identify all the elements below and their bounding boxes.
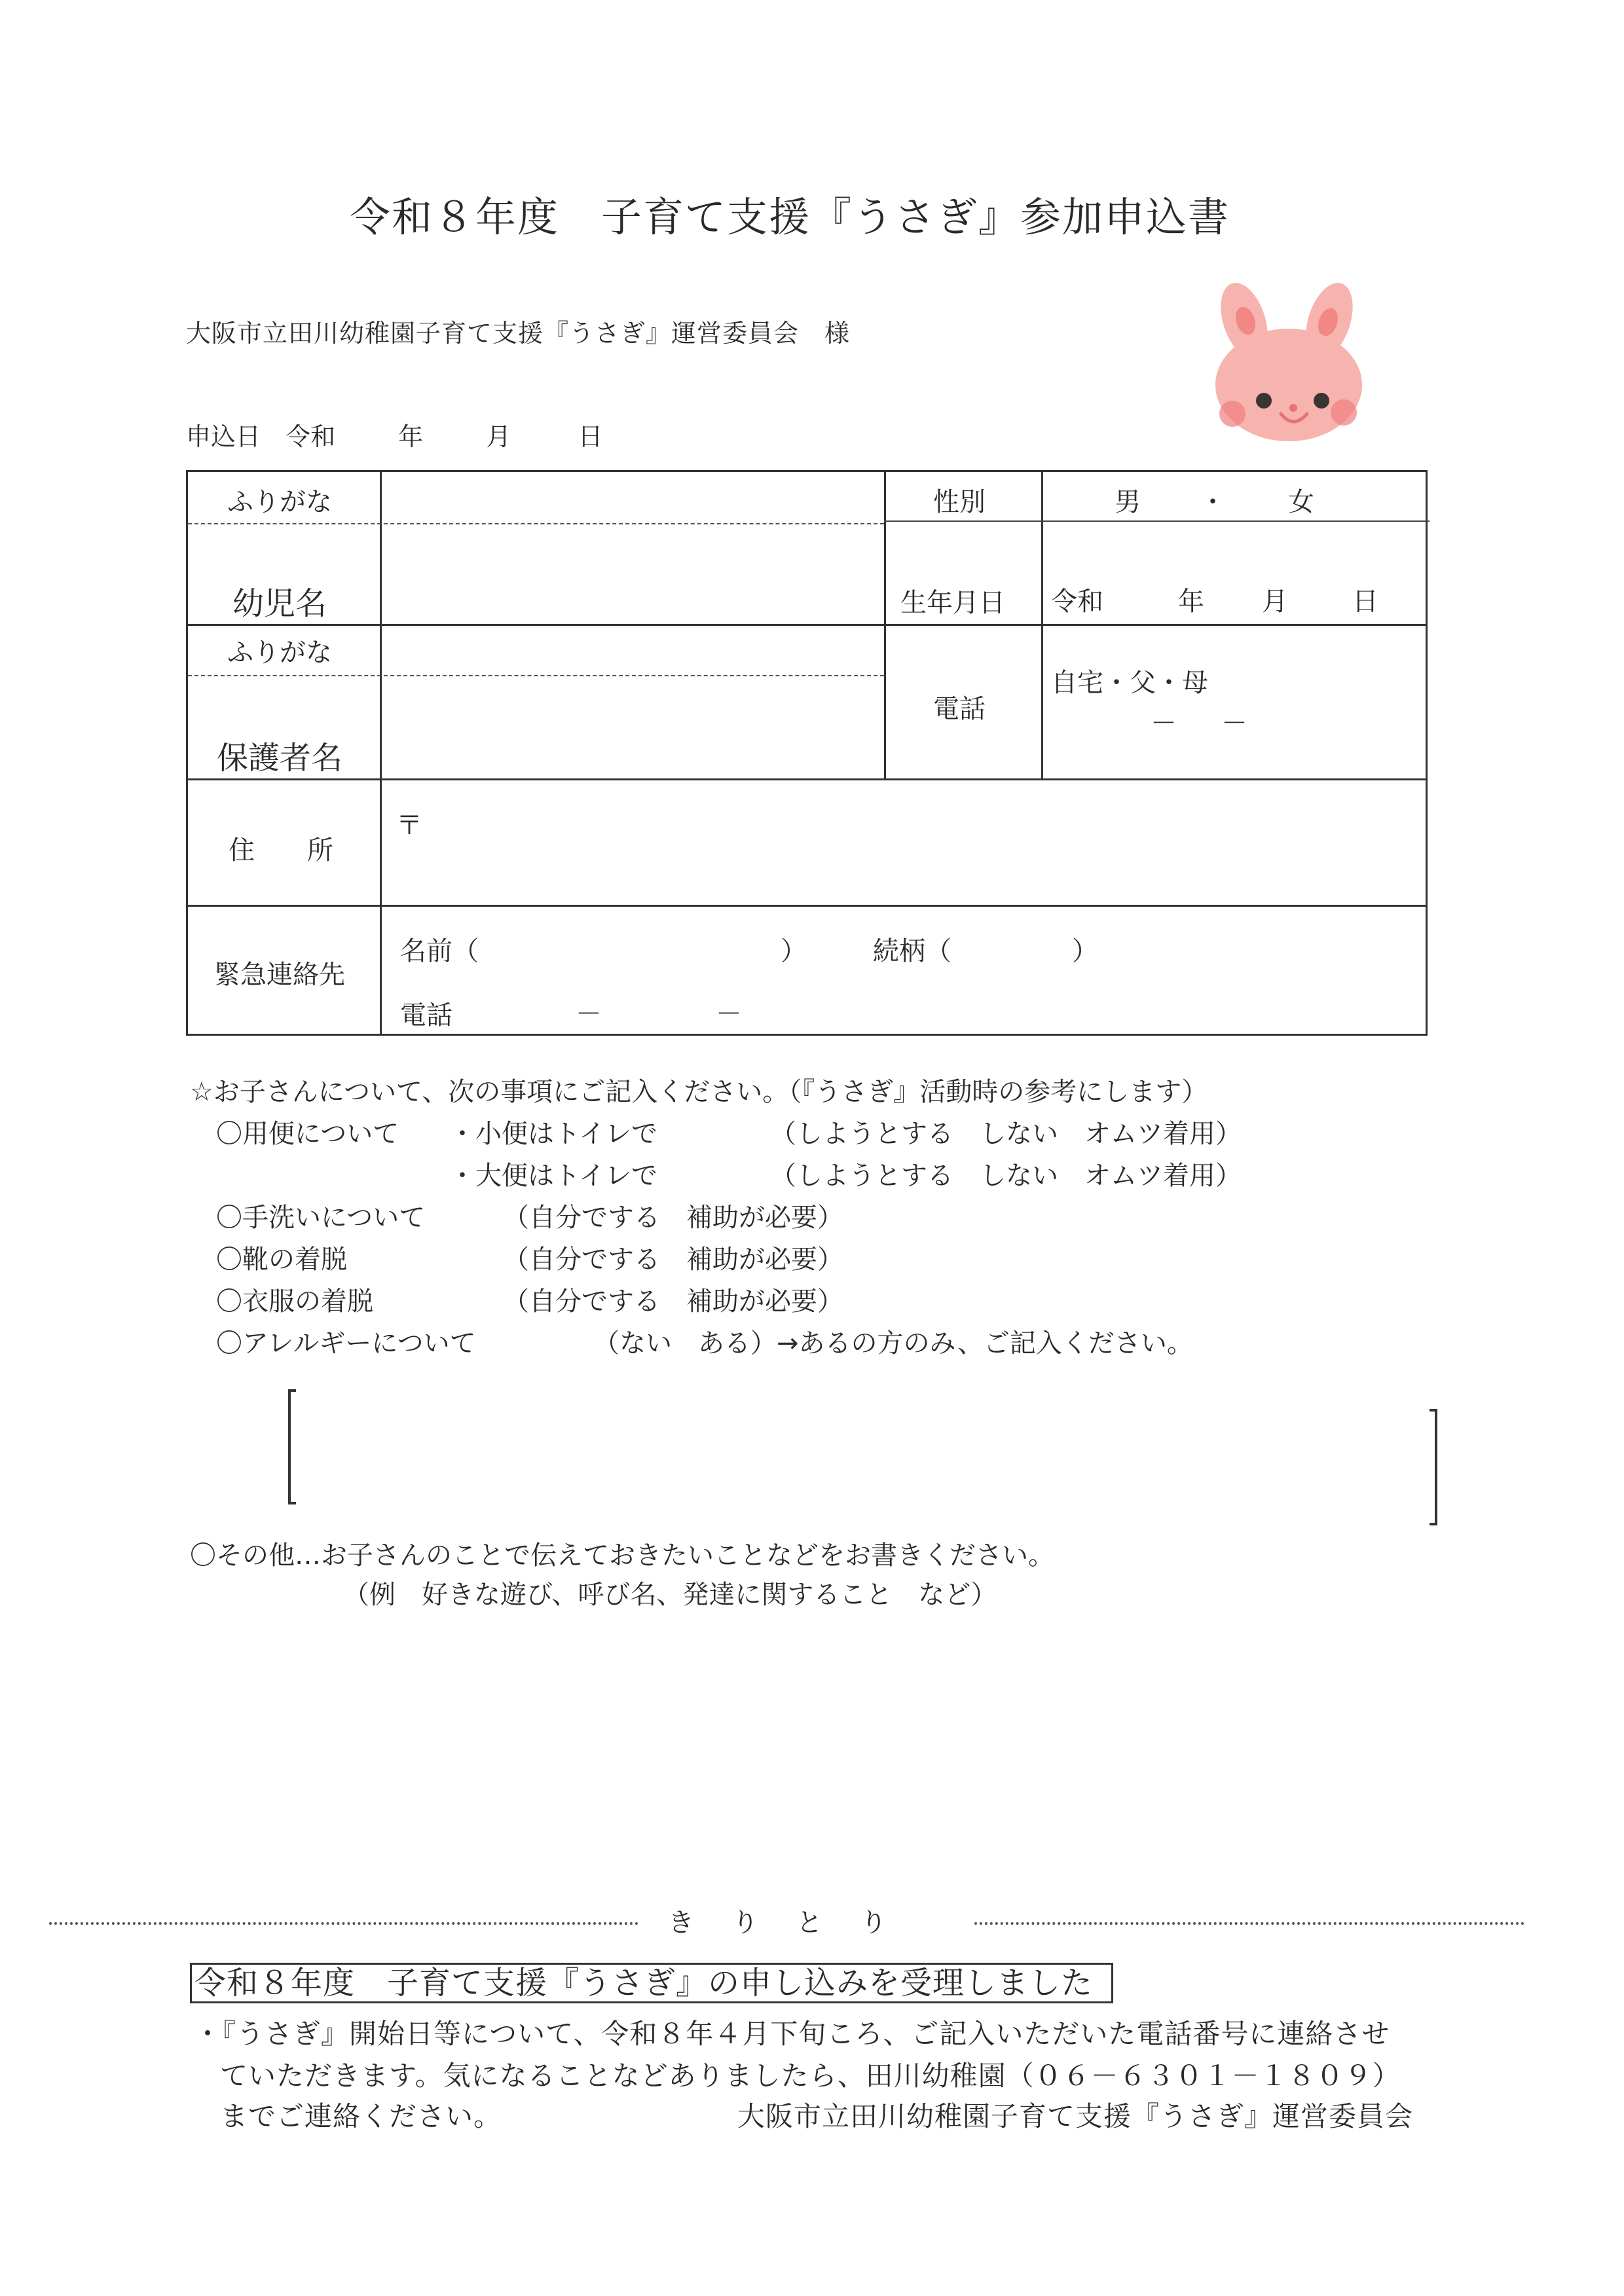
guardian-name-label: 保護者名 <box>217 740 343 776</box>
table-row-divider <box>188 905 1426 907</box>
child-name-label: 幼児名 <box>232 585 327 622</box>
note-bowel-item: ・大便はトイレで <box>449 1161 657 1191</box>
note-urination-item: ・小便はトイレで <box>449 1119 657 1149</box>
emergency-name-open: 名前（ <box>400 936 479 966</box>
emergency-phone-dash: － <box>576 999 602 1029</box>
gender-option-female[interactable]: 女 <box>1288 487 1314 517</box>
address-input[interactable] <box>384 782 1423 902</box>
bunny-face-icon <box>1192 275 1382 445</box>
gender-option-male[interactable]: 男 <box>1115 487 1141 517</box>
note-shoes-choices[interactable]: （自分でする 補助が必要） <box>503 1245 843 1275</box>
other-notes-input[interactable] <box>190 1617 1428 1866</box>
child-furigana-label: ふりがな <box>227 487 332 517</box>
note-clothes-label: 〇衣服の着脱 <box>216 1286 373 1317</box>
cut-label: きりとり <box>668 1908 925 1938</box>
note-handwashing-choices[interactable]: （自分でする 補助が必要） <box>503 1203 843 1233</box>
note-allergy-label: 〇アレルギーについて <box>216 1328 476 1358</box>
bracket-right <box>1430 1409 1437 1525</box>
table-divider <box>380 472 382 1034</box>
bunny-nose <box>1289 404 1297 412</box>
gender-separator-dot: ・ <box>1200 487 1226 517</box>
phone-dash: － <box>1221 708 1247 738</box>
receipt-signature: 大阪市立田川幼稚園子育て支援『うさぎ』運営委員会 <box>737 2100 1414 2132</box>
birthdate-year[interactable]: 年 <box>1178 587 1204 617</box>
apply-date-year[interactable]: 年 <box>398 422 424 451</box>
emergency-relation-input[interactable] <box>961 924 1079 963</box>
table-row-divider <box>188 778 1426 780</box>
birthdate-label: 生年月日 <box>900 588 1005 618</box>
birthdate-day[interactable]: 日 <box>1352 587 1378 617</box>
gender-label: 性別 <box>933 487 986 517</box>
address-label: 住 所 <box>229 835 333 866</box>
phone-owner-options[interactable]: 自宅・父・母 <box>1051 668 1208 698</box>
phone-dash: － <box>1151 708 1177 738</box>
bunny-right-cheek <box>1331 399 1357 426</box>
furigana-separator <box>188 523 884 524</box>
table-row-divider <box>188 624 1426 626</box>
form-title: 令和８年度 子育て支援『うさぎ』参加申込書 <box>350 193 1230 241</box>
bunny-left-cheek <box>1219 401 1246 427</box>
note-allergy-choices[interactable]: （ない ある）→あるの方のみ、ご記入ください。 <box>593 1328 1193 1358</box>
cut-line-right <box>974 1922 1524 1925</box>
furigana-separator <box>188 675 884 676</box>
receipt-text-line3: までご連絡ください。 <box>220 2100 502 2132</box>
note-other: 〇その他…お子さんのことで伝えておきたいことなどをお書きください。 <box>190 1540 1054 1571</box>
birthdate-era: 令和 <box>1051 587 1103 617</box>
notes-intro: ☆お子さんについて、次の事項にご記入ください。（『うさぎ』活動時の参考にします） <box>190 1077 1208 1107</box>
gender-separator <box>884 520 1430 522</box>
emergency-contact-label: 緊急連絡先 <box>214 960 345 990</box>
birthdate-month[interactable]: 月 <box>1262 587 1288 617</box>
child-furigana-input[interactable] <box>384 475 882 520</box>
child-name-input[interactable] <box>384 527 882 621</box>
emergency-name-close: ） <box>781 936 807 966</box>
apply-date-label: 申込日 <box>186 422 261 451</box>
emergency-relation-open: 続柄（ <box>873 936 951 966</box>
note-shoes-label: 〇靴の着脱 <box>216 1245 347 1275</box>
receipt-title: 令和８年度 子育て支援『うさぎ』の申し込みを受理しました <box>190 1963 1113 2003</box>
bunny-left-eye <box>1256 393 1272 409</box>
note-other-example: （例 好きな遊び、呼び名、発達に関すること など） <box>343 1580 997 1610</box>
postal-mark: 〒 <box>396 811 422 841</box>
note-bowel-choices[interactable]: （しようとする しない オムツ着用） <box>770 1161 1242 1191</box>
apply-date-day[interactable]: 日 <box>578 422 603 451</box>
note-urination-choices[interactable]: （しようとする しない オムツ着用） <box>770 1119 1242 1149</box>
emergency-relation-close: ） <box>1072 936 1098 966</box>
note-toilet-label: 〇用便について <box>216 1119 399 1149</box>
emergency-name-input[interactable] <box>496 924 771 963</box>
bracket-left <box>288 1389 296 1504</box>
addressee: 大阪市立田川幼稚園子育て支援『うさぎ』運営委員会 様 <box>186 319 851 348</box>
apply-date-month[interactable]: 月 <box>486 422 511 451</box>
apply-date-row <box>186 416 602 452</box>
note-handwashing-label: 〇手洗いについて <box>216 1203 426 1233</box>
bunny-right-eye <box>1314 393 1329 409</box>
phone-label: 電話 <box>933 694 986 724</box>
note-clothes-choices[interactable]: （自分でする 補助が必要） <box>503 1286 843 1317</box>
receipt-text-line2: ていただきます。気になることなどありましたら、田川幼稚園（０６－６３０１－１８０９） <box>220 2060 1401 2092</box>
guardian-furigana-input[interactable] <box>384 628 882 672</box>
apply-date-era: 令和 <box>286 422 336 451</box>
emergency-phone-dash: － <box>716 999 742 1029</box>
emergency-phone-label: 電話 <box>400 1000 452 1030</box>
guardian-furigana-label: ふりがな <box>227 638 332 668</box>
allergy-detail-box[interactable] <box>288 1389 1437 1525</box>
receipt-text-line1: ・『うさぎ』開始日等について、令和８年４月下旬ころ、ご記入いただいた電話番号に連絡させ <box>194 2018 1390 2050</box>
application-form-table <box>186 470 1428 1036</box>
cut-line-left <box>49 1922 638 1925</box>
guardian-name-input[interactable] <box>384 679 882 776</box>
